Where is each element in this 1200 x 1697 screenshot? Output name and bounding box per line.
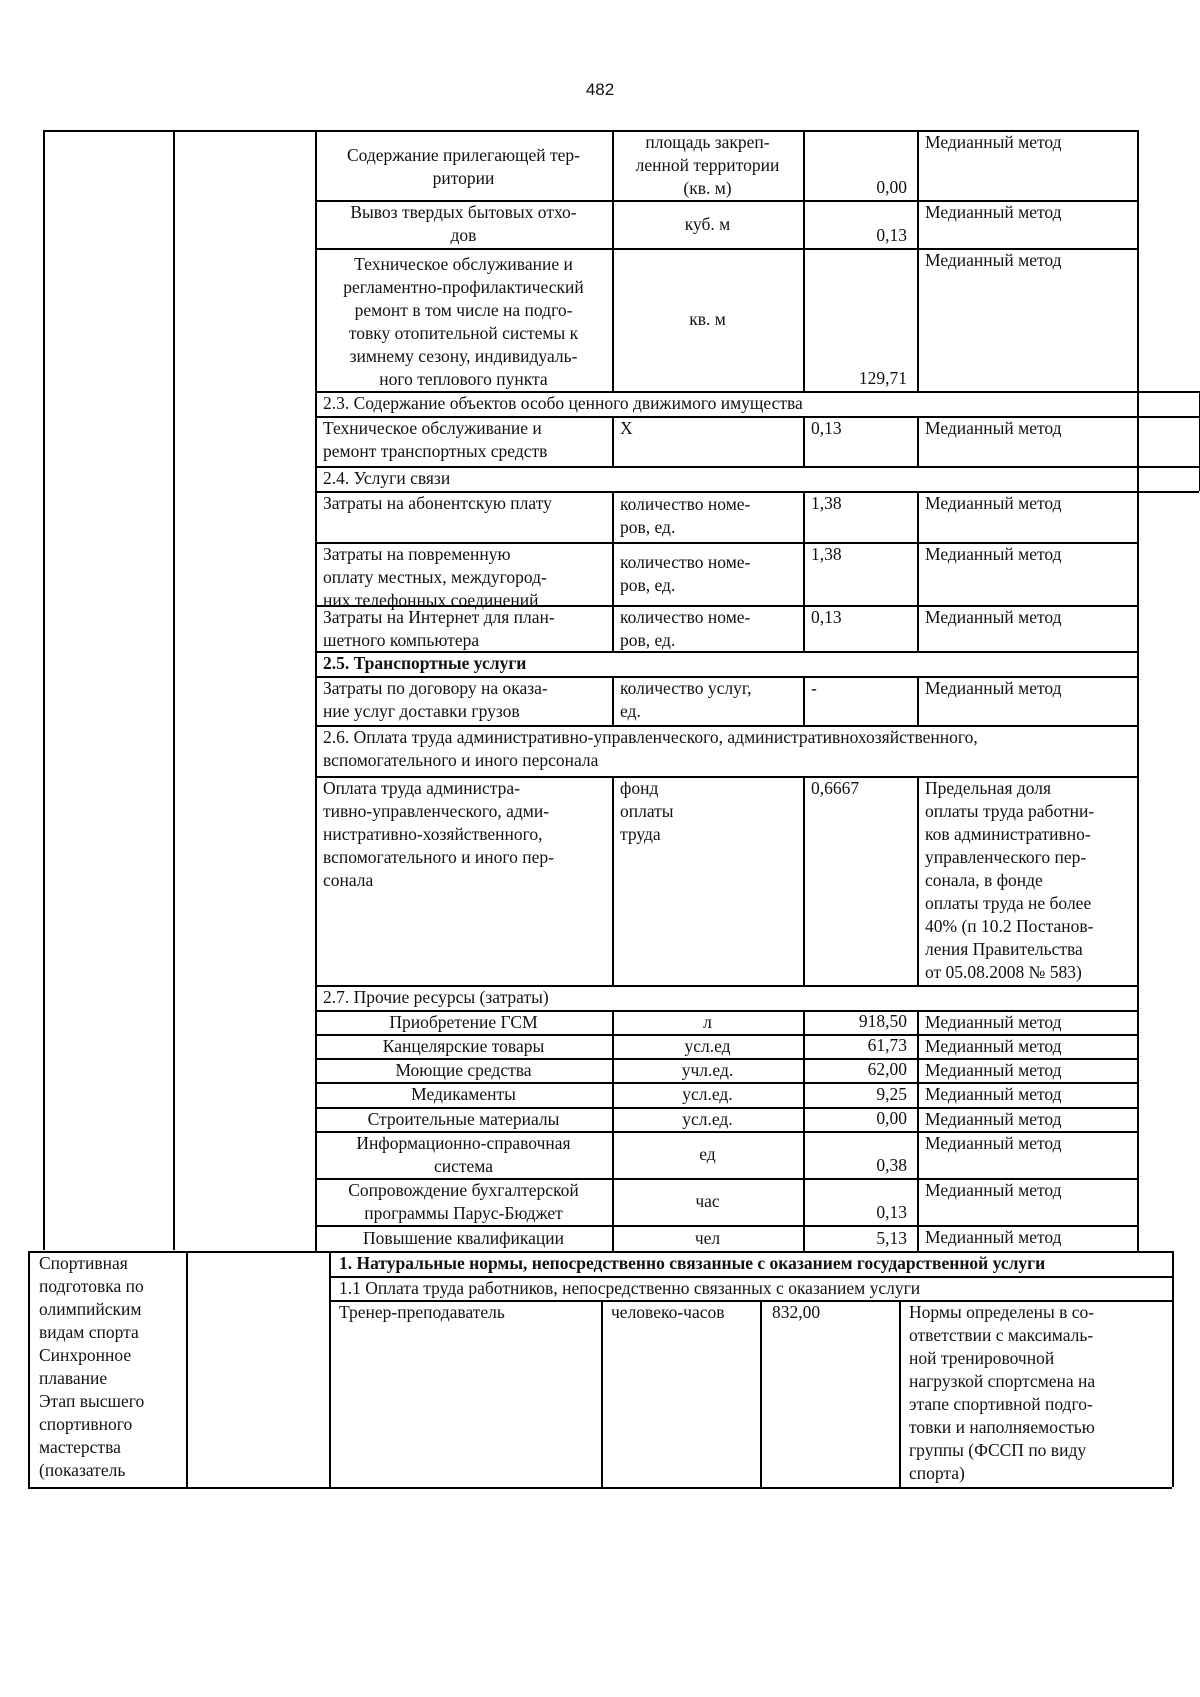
column-divider (612, 130, 614, 200)
column-divider (803, 1082, 805, 1107)
column-divider (612, 676, 614, 725)
unit-of-measure: усл.ед. (682, 1084, 733, 1104)
section-heading: 1. Натуральные нормы, непосредственно связанные с оказанием государственной услуги (339, 1253, 1046, 1273)
calculation-method: Медианный метод (925, 1109, 1062, 1129)
section-heading: 2.6. Оплата труда административно-управленческого, административнохозяйственного, вспомогательного и иного персонала (323, 727, 978, 770)
column-divider (329, 1251, 331, 1487)
item-name: Тренер-преподаватель (339, 1302, 505, 1322)
calculation-method: Медианный метод (925, 678, 1062, 698)
column-divider (760, 1300, 762, 1487)
item-name: Техническое обслуживание и регламентно-профилактический ремонт в том числе на подго- товку отопительной системы к зимнему сезону, индивидуаль- ного теплового пункта (343, 253, 584, 389)
section-heading: 2.4. Услуги связи (323, 468, 451, 488)
table-border-right (1137, 130, 1139, 1251)
column-divider (803, 1010, 805, 1034)
table-border-bottom (28, 1487, 1172, 1489)
item-name: Техническое обслуживание и ремонт транспортных средств (323, 418, 548, 461)
norm-value: 0,6667 (811, 778, 860, 798)
column-divider (803, 491, 805, 542)
column-divider (803, 416, 805, 466)
column-divider (612, 1034, 614, 1058)
column-divider (612, 200, 614, 248)
norm-value: 918,50 (858, 1011, 907, 1031)
norm-value: 9,25 (876, 1084, 907, 1104)
unit-of-measure: чел (694, 1227, 721, 1248)
section-heading: 2.3. Содержание объектов особо ценного движимого имущества (323, 393, 803, 413)
column-divider (917, 605, 919, 651)
column-divider (803, 1034, 805, 1058)
section-subheading: 1.1 Оплата труда работников, непосредственно связанных с оказанием услуги (339, 1278, 921, 1298)
unit-of-measure: час (695, 1191, 720, 1211)
calculation-method: Предельная доля оплаты труда работни- ков административно- управленческого пер- сонала, в фонде оплаты труда не более 40% (п 10.2 Постанов- ления Правительства от 05.08.2008 № 583) (925, 778, 1095, 982)
calculation-method: Медианный метод (925, 1227, 1062, 1247)
column-divider (917, 1058, 919, 1082)
norm-value: 61,73 (867, 1035, 907, 1055)
item-name: Информационно-справочная система (356, 1133, 571, 1176)
item-name: Затраты по договору на оказа- ние услуг доставки грузов (323, 678, 548, 721)
column-divider (803, 200, 805, 248)
norm-value: 0,13 (876, 1202, 907, 1222)
column-divider (612, 248, 614, 391)
column-divider (803, 1178, 805, 1225)
norm-value: 62,00 (867, 1059, 907, 1079)
unit-of-measure: ед (699, 1144, 716, 1164)
unit-of-measure: кв. м (689, 309, 726, 329)
unit-of-measure: количество услуг, ед. (620, 678, 752, 721)
table-border-left (43, 130, 45, 1250)
item-name: Затраты на абонентскую плату (323, 493, 552, 513)
calculation-method: Медианный метод (925, 607, 1062, 627)
column-divider (917, 200, 919, 248)
column-divider (803, 542, 805, 605)
calculation-method: Медианный метод (925, 1060, 1062, 1080)
unit-of-measure: X (620, 418, 633, 438)
column-divider (803, 605, 805, 651)
norm-value: 5,13 (876, 1228, 907, 1248)
column-divider (612, 1225, 614, 1251)
column-divider (612, 605, 614, 651)
unit-of-measure: усл.ед (684, 1036, 731, 1056)
column-divider (917, 1225, 919, 1251)
unit-of-measure: количество номе- ров, ед. (620, 551, 751, 595)
norm-value: 1,38 (811, 493, 842, 513)
calculation-method: Медианный метод (925, 202, 1062, 222)
calculation-method: Медианный метод (925, 544, 1062, 564)
column-divider (917, 1131, 919, 1178)
norm-value: 1,38 (811, 544, 842, 564)
table-column-divider (173, 130, 175, 1250)
unit-of-measure: фонд оплаты труда (620, 778, 674, 844)
column-divider (612, 1058, 614, 1082)
norm-value: - (811, 678, 817, 698)
norm-value: 0,00 (876, 177, 907, 197)
unit-of-measure: площадь закреп- ленной территории (кв. м) (635, 132, 780, 198)
item-name: Затраты на Интернет для план- шетного компьютера (323, 607, 555, 650)
norm-value: 0,00 (876, 1108, 907, 1128)
column-divider (803, 1131, 805, 1178)
calculation-method: Медианный метод (925, 493, 1062, 513)
unit-of-measure: куб. м (684, 213, 731, 234)
column-divider (612, 1010, 614, 1034)
column-divider (803, 776, 805, 985)
unit-of-measure: человеко-часов (611, 1302, 725, 1322)
calculation-method: Нормы определены в со- ответствии с максималь- ной тренировочной нагрузкой спортсмена на этапе спортивной подго- товки и наполняемостью группы (ФССП по виду спорта) (909, 1302, 1096, 1483)
table-border-left (28, 1251, 30, 1487)
column-divider (917, 416, 919, 466)
unit-of-measure: учл.ед. (681, 1060, 734, 1080)
column-divider (612, 1107, 614, 1131)
column-divider (612, 1082, 614, 1107)
column-divider (612, 416, 614, 466)
item-name: Строительные материалы (367, 1109, 560, 1129)
calculation-method: Медианный метод (925, 132, 1062, 152)
norm-value: 0,13 (811, 607, 842, 627)
item-name: Оплата труда администра- тивно-управленческого, адми- нистративно-хозяйственного, вспомогательного и иного пер- сонала (323, 778, 554, 890)
column-divider (917, 1082, 919, 1107)
column-divider (917, 248, 919, 391)
column-divider (803, 676, 805, 725)
calculation-method: Медианный метод (925, 1180, 1062, 1200)
column-divider (612, 1178, 614, 1225)
item-name: Медикаменты (411, 1084, 516, 1104)
section-heading: 2.7. Прочие ресурсы (затраты) (323, 987, 549, 1007)
calculation-method: Медианный метод (925, 418, 1062, 438)
column-divider (917, 130, 919, 200)
item-name: Вывоз твердых бытовых отхо- дов (350, 202, 577, 245)
item-name: Затраты на повременную оплату местных, междугород- них телефонных соединений (323, 544, 547, 610)
unit-of-measure: л (703, 1012, 712, 1032)
column-divider (917, 491, 919, 542)
item-name: Моющие средства (395, 1060, 532, 1080)
calculation-method: Медианный метод (925, 1036, 1062, 1056)
item-name: Повышение квалификации (363, 1227, 564, 1248)
column-divider (612, 542, 614, 605)
item-name: Сопровождение бухгалтерской программы Парус-Бюджет (348, 1180, 579, 1223)
column-divider (612, 776, 614, 985)
column-divider (803, 1107, 805, 1131)
norm-value: 129,71 (858, 368, 907, 388)
section-heading: 2.5. Транспортные услуги (323, 653, 527, 673)
column-divider (917, 1178, 919, 1225)
column-divider (917, 776, 919, 985)
unit-of-measure: усл.ед. (682, 1109, 733, 1129)
column-divider (612, 491, 614, 542)
column-divider (803, 130, 805, 200)
item-name: Канцелярские товары (382, 1036, 545, 1056)
column-divider (803, 1225, 805, 1251)
service-name: Спортивная подготовка по олимпийским видам спорта Синхронное плавание Этап высшего спортивного мастерства (показатель (39, 1253, 145, 1480)
column-divider (186, 1251, 188, 1487)
column-divider (803, 1058, 805, 1082)
column-divider (917, 1034, 919, 1058)
page-number: 482 (585, 80, 615, 99)
unit-of-measure: количество номе- ров, ед. (620, 494, 751, 537)
calculation-method: Медианный метод (925, 250, 1062, 270)
norm-value: 0,13 (876, 225, 907, 245)
table-border-right (1172, 1251, 1174, 1487)
column-divider (803, 248, 805, 391)
item-name: Приобретение ГСМ (389, 1012, 538, 1032)
unit-of-measure: количество номе- ров, ед. (620, 607, 751, 650)
column-divider (899, 1300, 901, 1487)
column-divider (917, 542, 919, 605)
norm-value: 0,38 (876, 1155, 907, 1175)
column-divider (917, 1107, 919, 1131)
column-divider (917, 1010, 919, 1034)
norm-value: 0,13 (811, 418, 842, 438)
calculation-method: Медианный метод (925, 1133, 1062, 1153)
norm-value: 832,00 (772, 1302, 821, 1322)
column-divider (601, 1300, 603, 1487)
item-name: Содержание прилегающей тер- ритории (346, 145, 581, 188)
calculation-method: Медианный метод (925, 1012, 1062, 1032)
calculation-method: Медианный метод (925, 1084, 1062, 1104)
column-divider (612, 1131, 614, 1178)
column-divider (917, 676, 919, 725)
